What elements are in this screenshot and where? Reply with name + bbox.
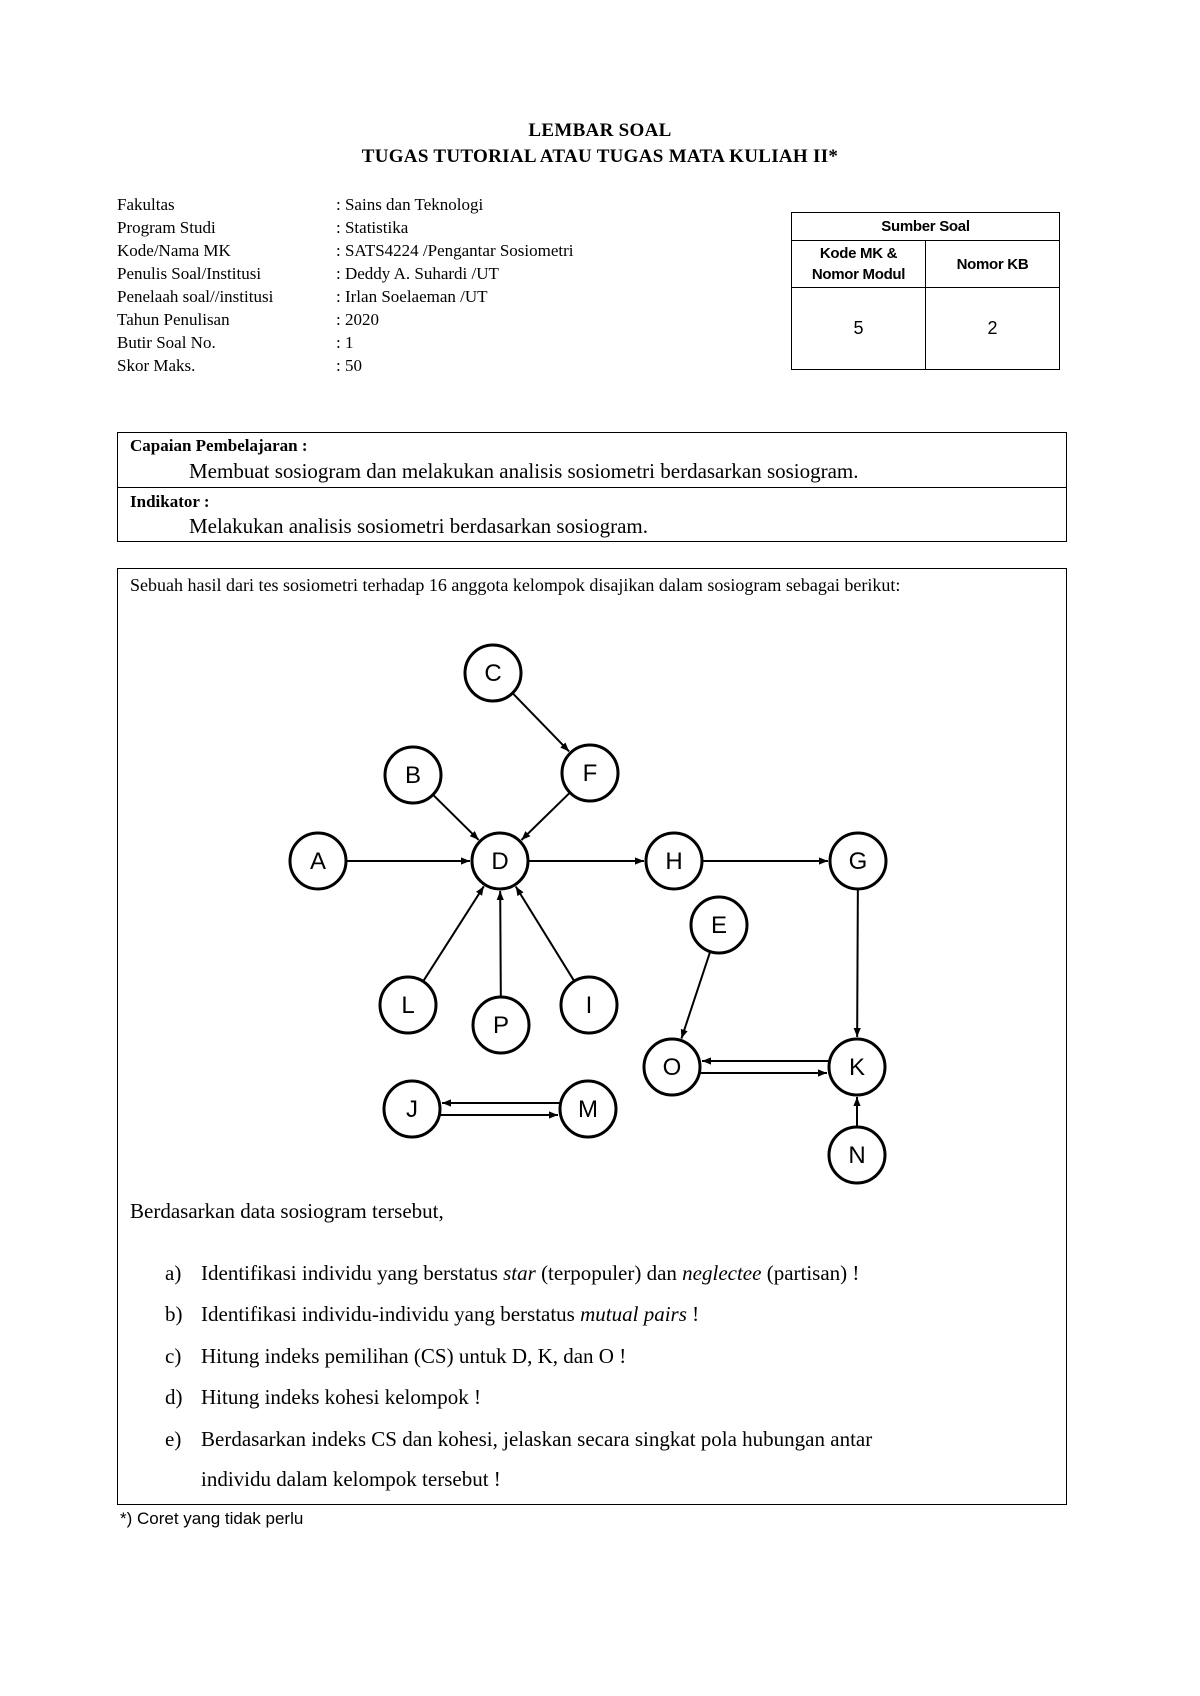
info-value-tahun: : 2020 [336, 310, 379, 329]
sociogram-node-n [829, 1127, 885, 1183]
sociogram-edge-g-k [857, 889, 858, 1037]
sociogram-node-l [380, 977, 436, 1033]
sociogram-node-label: J [406, 1096, 418, 1123]
info-label-penelaah: Penelaah soal//institusi [117, 287, 274, 306]
source-table-col-kb: Nomor KB [926, 241, 1060, 288]
info-value-kode-mk: : SATS4224 /Pengantar Sosiometri [336, 241, 574, 260]
question-e-text: Berdasarkan indeks CS dan kohesi, jelaskan secara singkat pola hubungan antar [201, 1427, 873, 1451]
info-label-program-studi: Program Studi [117, 218, 216, 237]
sociogram-node-label: E [710, 912, 728, 939]
sociogram-node-j [384, 1081, 440, 1137]
sociogram-node-h [646, 833, 702, 889]
sociogram-node-b [385, 747, 441, 803]
sociogram-node-label: H [665, 848, 683, 875]
question-d-letter: d) [165, 1385, 183, 1409]
footnote: *) Coret yang tidak perlu [120, 1509, 304, 1528]
source-col-kode-line1: Kode MK & [819, 245, 898, 262]
sociogram-node-label: A [309, 848, 327, 875]
sociogram-node-k [829, 1039, 885, 1095]
sociogram-node-label: B [404, 762, 422, 789]
source-table-value-kb: 2 [926, 288, 1060, 370]
sociogram-node-g [830, 833, 886, 889]
capaian-label: Capaian Pembelajaran : [130, 436, 308, 455]
sociogram-node-label: I [585, 992, 593, 1019]
question-b-text: Identifikasi individu-individu yang berstatus mutual pairs ! [201, 1302, 700, 1326]
sociogram-diagram [118, 569, 1066, 1189]
info-value-program-studi: : Statistika [336, 218, 409, 237]
source-col-kode-line2: Nomor Modul [811, 266, 906, 283]
info-value-butir: : 1 [336, 333, 354, 352]
question-d-text: Hitung indeks kohesi kelompok ! [201, 1385, 481, 1409]
sociogram-node-label: C [484, 660, 502, 687]
source-table-value-modul: 5 [792, 288, 926, 370]
sociogram-node-label: F [582, 760, 598, 787]
sociogram-node-m [560, 1081, 616, 1137]
question-e-letter: e) [165, 1427, 182, 1451]
info-label-tahun: Tahun Penulisan [117, 310, 230, 329]
sociogram-edge-i-d [516, 887, 575, 982]
sociogram-node-label: M [578, 1096, 598, 1123]
question-a-text: Identifikasi individu yang berstatus star (terpopuler) dan neglectee (partisan) ! [201, 1261, 860, 1285]
info-label-fakultas: Fakultas [117, 195, 175, 214]
source-table-col-kode [792, 241, 926, 288]
question-lead: Berdasarkan data sosiogram tersebut, [130, 1199, 444, 1223]
sociogram-node-i [561, 977, 617, 1033]
info-value-skor: : 50 [336, 356, 362, 375]
question-c-letter: c) [165, 1344, 182, 1368]
indikator-text: Melakukan analisis sosiometri berdasarkan sosiogram. [189, 514, 648, 538]
question-a-letter: a) [165, 1261, 182, 1285]
sociogram-node-label: D [491, 848, 509, 875]
question-box [117, 568, 1067, 1505]
sociogram-node-c [465, 645, 521, 701]
sociogram-node-o [644, 1039, 700, 1095]
info-value-fakultas: : Sains dan Teknologi [336, 195, 484, 214]
sociogram-node-label: N [848, 1142, 866, 1169]
sociogram-node-e [691, 897, 747, 953]
capaian-box [117, 432, 1067, 542]
info-label-butir: Butir Soal No. [117, 333, 216, 352]
sociogram-node-d [472, 833, 528, 889]
sociogram-node-label: O [662, 1054, 682, 1081]
capaian-text: Membuat sosiogram dan melakukan analisis sosiometri berdasarkan sosiogram. [189, 459, 859, 483]
sociogram-node-label: L [401, 992, 415, 1019]
sociogram-edge-c-f [512, 693, 569, 751]
info-label-penulis: Penulis Soal/Institusi [117, 264, 262, 283]
question-e-text-cont: individu dalam kelompok tersebut ! [201, 1467, 501, 1491]
sociogram-edge-f-d [521, 793, 570, 840]
sociogram-node-p [473, 997, 529, 1053]
question-b-letter: b) [165, 1302, 183, 1326]
title-line-2: TUGAS TUTORIAL ATAU TUGAS MATA KULIAH II* [361, 146, 839, 167]
sociogram-node-label: P [492, 1012, 510, 1039]
sociogram-node-label: G [848, 848, 868, 875]
source-table [791, 212, 1060, 370]
sociogram-edge-l-d [423, 886, 484, 981]
title-line-1: LEMBAR SOAL [528, 120, 672, 141]
question-intro: Sebuah hasil dari tes sosiometri terhadap 16 anggota kelompok disajikan dalam sosiogram sebagai berikut: [130, 575, 901, 595]
sociogram-edge-e-o [681, 952, 710, 1039]
info-value-penulis: : Deddy A. Suhardi /UT [336, 264, 499, 283]
sociogram-node-f [562, 745, 618, 801]
indikator-label: Indikator : [130, 492, 210, 511]
info-label-kode-mk: Kode/Nama MK [117, 241, 231, 260]
capaian-divider [118, 487, 1066, 488]
sociogram-node-label: K [848, 1054, 866, 1081]
question-c-text: Hitung indeks pemilihan (CS) untuk D, K, dan O ! [201, 1344, 627, 1368]
info-label-skor: Skor Maks. [117, 356, 196, 375]
sociogram-edge-b-d [433, 795, 479, 840]
sociogram-node-a [290, 833, 346, 889]
sociogram-edge-p-d [500, 891, 501, 997]
source-table-header: Sumber Soal [792, 213, 1060, 241]
info-value-penelaah: : Irlan Soelaeman /UT [336, 287, 488, 306]
